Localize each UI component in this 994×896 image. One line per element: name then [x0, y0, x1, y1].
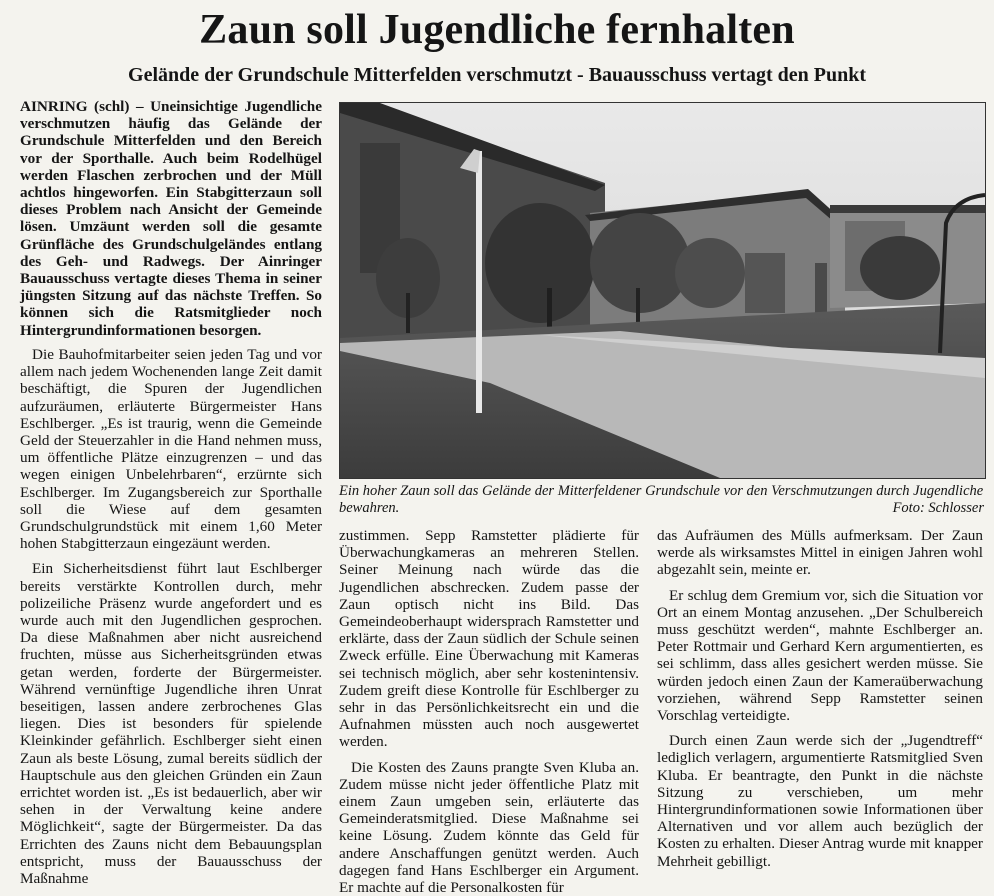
school-building-image: [340, 103, 985, 478]
photo-caption: [339, 483, 984, 517]
school-photo: [339, 102, 986, 479]
caption-text: Ein hoher Zaun soll das Gelände der Mitterfeldener Grundschule vor den Verschmutzungen durch Jugendliche bewahren.: [339, 483, 984, 516]
body-paragraph: zustimmen. Sepp Ramstetter plädierte für Überwachungkameras an mehreren Stellen. Seiner Meinung nach würde das die Jugendlichen abschrecken. Zudem passe der Zaun optisch nicht ins Bild. Das Gemeindeoberhaupt widersprach Ramstetter und erklärte, dass der Zaun südlich der Schule seinen Zweck erfülle. Eine Überwachung mit Kameras sei technisch möglich, aber sehr kostenintensiv. Zudem greift diese Kontrolle für Eschlberger zu sehr in das Persönlichkeitsrecht ein und die Aufnahmen müssten auch noch ausgewertet werden.: [339, 527, 639, 751]
text-column-2: [339, 527, 639, 896]
body-paragraph: Ein Sicherheitsdienst führt laut Eschlberger bereits verstärkte Kontrollen durch, mehr polizeiliche Präsenz wurde angefordert und es wurde auch mit den Jugendlichen gesprochen. Da diese Maßnahmen aber nicht ausreichend fruchten, müsse aus Sicherheitsgründen etwas getan werden, forderte der Bürgermeister. Während vernünftige Jugendliche ihren Unrat beseitigen, lassen andere zerbrochenes Glas liegen. Dies ist besonders für spielende Kleinkinder gefährlich. Eschlberger sieht einen Zaun als beste Lösung, zumal bereits südlich der Hauptschule aus den gleichen Gründen ein Zaun errichtet worden ist. „Es ist bedauerlich, aber wir sehen in der Verwaltung keine andere Möglichkeit“, sagte der Bürgermeister. Da das Errichten des Zauns nicht dem Bebauungsplan entspricht, muss der Bauausschuss der Maßnahme: [20, 560, 322, 888]
body-paragraph: das Aufräumen des Mülls aufmerksam. Der Zaun werde als wirksamstes Mittel in einigen Jahren wohl abgezahlt sein, meinte er.: [657, 527, 983, 579]
text-column-1: [20, 346, 322, 887]
article-subheadline: Gelände der Grundschule Mitterfelden verschmutzt - Bauausschuss vertagt den Punkt: [128, 64, 866, 86]
text-column-3: [657, 527, 983, 870]
body-paragraph: Die Bauhofmitarbeiter seien jeden Tag und vor allem nach jedem Wochenenden lange Zeit damit beschäftigt, die Spuren der Jugendlichen aufzuräumen, erläuterte Bürgermeister Hans Eschlberger. „Es ist traurig, wenn die Gemeinde Geld der Steuerzahler in die Hand nehmen muss, um öffentliche Plätze einzugrenzen – und das wegen einigen Unbelehrbaren“, erzürnte sich Eschlberger. Im Zugangsbereich zur Sporthalle soll die Wiese auf dem gesamten Grundschulgrundstück mit einem 1,60 Meter hohen Stabgitterzaun eingezäunt werden.: [20, 346, 322, 553]
article-lead: [20, 98, 322, 339]
body-paragraph: Er schlug dem Gremium vor, sich die Situation vor Ort an einem Montag anzusehen. „Der Schulbereich muss geschützt werden“, mahnte Eschlberger an. Peter Rottmair und Gerhard Kern argumentierten, es sei schlimm, dass alles gesichert werden müsse. Sie würden jedoch einen Zaun der Kameraüberwachung vorziehen, während Sepp Ramstetter seinen Vorschlag verteidigte.: [657, 586, 983, 725]
body-paragraph: Die Kosten des Zauns prangte Sven Kluba an. Zudem müsse nicht jeder öffentliche Platz mit einem Zaun umgeben sein, erläuterte das Gemeinderatsmitglied. Diese Maßnahme sei keine Lösung. Zudem könnte das Geld für andere Anschaffungen genützt werden. Auch dagegen fand Hans Eschlberger ein Argument. Er machte auf die Personalkosten für: [339, 758, 639, 896]
body-paragraph: Durch einen Zaun werde sich der „Jugendtreff“ lediglich verlagern, argumentierte Ratsmitglied Sven Kluba. Er beantragte, den Punkt in die nächste Sitzung zu verschieben, um mehr Hintergrundinformationen sowie Informationen über Alternativen und vor allem auch bezüglich der Kosten zu erhalten. Dieser Antrag wurde mit knapper Mehrheit gebilligt.: [657, 732, 983, 870]
photo-credit: Foto: Schlosser: [892, 500, 984, 516]
article-headline: Zaun soll Jugendliche fernhalten: [199, 7, 795, 53]
lead-paragraph: AINRING (schl) – Uneinsichtige Jugendliche verschmutzen häufig das Gelände der Grundschule Mitterfelden und den Bereich vor der Sporthalle. Auch beim Rodelhügel werden Flaschen zerbrochen und der Müll achtlos hingeworfen. Ein Stabgitterzaun soll dieses Problem nach Ansicht der Gemeinde lösen. Umzäunt werden soll die gesamte Grünfläche des Grundschulgeländes entlang des Geh- und Radwegs. Der Ainringer Bauausschuss vertagte dieses Thema in seiner jüngsten Sitzung auf das nächste Treffen. So können sich die Ratsmitglieder noch Hintergrundinformationen besorgen.: [20, 98, 322, 339]
